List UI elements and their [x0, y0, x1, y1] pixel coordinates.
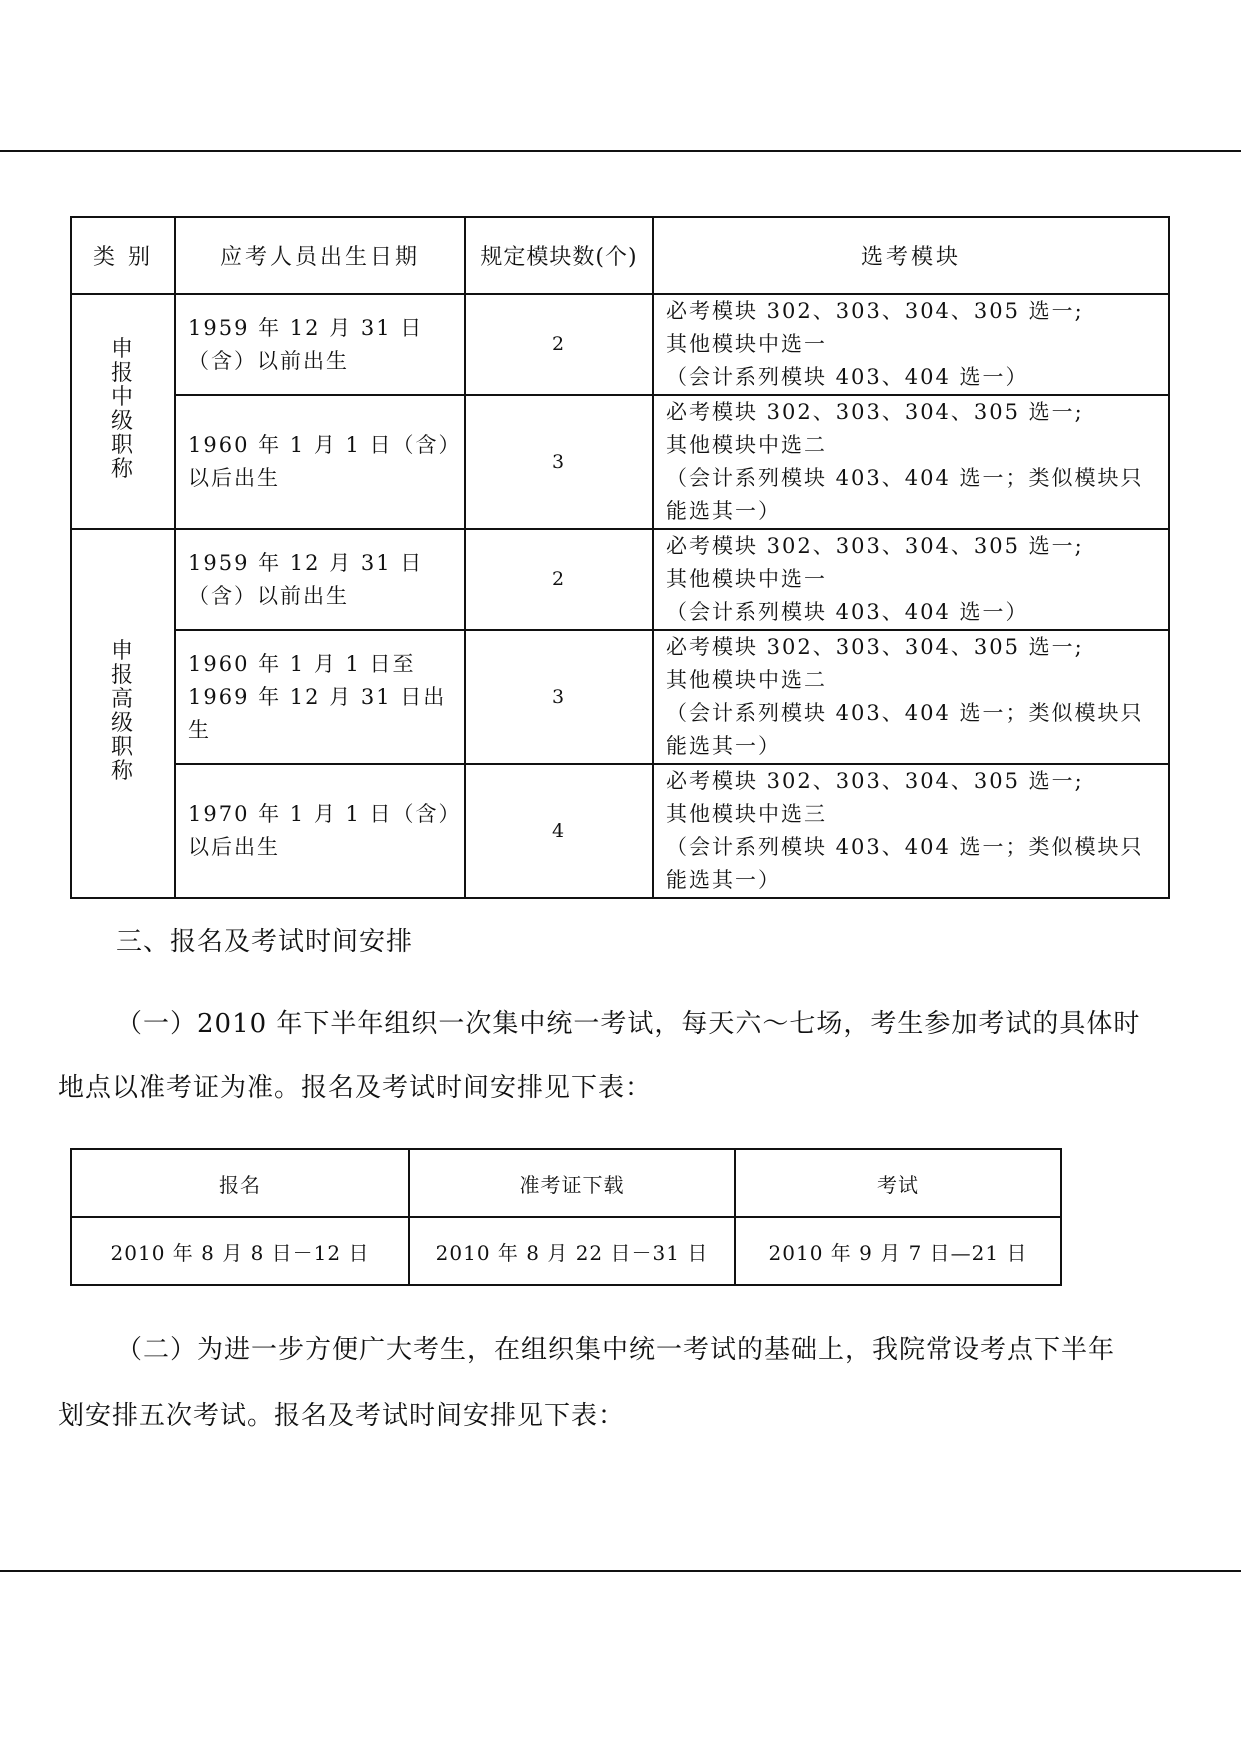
selected-modules-cell: [653, 764, 1169, 898]
paragraph-line: （一）2010 年下半年组织一次集中统一考试，每天六～七场，考生参加考试的具体时: [116, 1009, 1141, 1039]
exam-date: 2010 年 9 月 7 日—21 日: [735, 1217, 1061, 1285]
table-header-row: [71, 1149, 1061, 1217]
table-row: [71, 529, 1169, 630]
selection-line: （会计系列模块 403、404 选一；类似模块只能选其一）: [666, 701, 1144, 758]
category-cell: [71, 529, 175, 898]
selected-modules-cell: [653, 395, 1169, 529]
selection-line: （会计系列模块 403、404 选一）: [666, 600, 1029, 624]
module-count-cell: 3: [465, 395, 653, 529]
header-exam: 考试: [735, 1149, 1061, 1217]
selected-modules-cell: [653, 529, 1169, 630]
module-count-cell: 2: [465, 529, 653, 630]
table-row: [71, 630, 1169, 764]
footer-rule: [0, 1570, 1241, 1572]
header-admission-download: 准考证下载: [409, 1149, 735, 1217]
selection-line: 必考模块 302、303、304、305 选一;: [666, 534, 1084, 558]
table-row: [71, 294, 1169, 395]
selection-line: 其他模块中选二: [666, 668, 827, 692]
table-header-row: [71, 217, 1169, 294]
header-module-count: 规定模块数(个): [465, 217, 653, 294]
header-category: 类 别: [71, 217, 175, 294]
section-heading: 三、报名及考试时间安排: [116, 927, 414, 957]
selection-line: 其他模块中选二: [666, 433, 827, 457]
selected-modules-cell: [653, 630, 1169, 764]
paragraph-line: 划安排五次考试。报名及考试时间安排见下表：: [58, 1401, 626, 1431]
header-selected-modules: 选考模块: [653, 217, 1169, 294]
selection-line: 其他模块中选三: [666, 802, 827, 826]
module-count-cell: 3: [465, 630, 653, 764]
exam-schedule-table: [70, 1148, 1062, 1286]
admission-download-date: 2010 年 8 月 22 日－31 日: [409, 1217, 735, 1285]
table-row: [71, 395, 1169, 529]
selection-line: （会计系列模块 403、404 选一；类似模块只能选其一）: [666, 466, 1144, 523]
selection-line: 必考模块 302、303、304、305 选一;: [666, 299, 1084, 323]
selection-line: 其他模块中选一: [666, 567, 827, 591]
selected-modules-cell: [653, 294, 1169, 395]
selection-line: 必考模块 302、303、304、305 选一;: [666, 769, 1084, 793]
birth-date-cell: 1970 年 1 月 1 日（含）以后出生: [175, 764, 465, 898]
registration-date: 2010 年 8 月 8 日－12 日: [71, 1217, 409, 1285]
paragraph-line: （二）为进一步方便广大考生，在组织集中统一考试的基础上，我院常设考点下半年: [116, 1335, 1116, 1365]
paragraph-line: 地点以准考证为准。报名及考试时间安排见下表：: [58, 1073, 653, 1103]
category-cell: [71, 294, 175, 529]
module-count-cell: 4: [465, 764, 653, 898]
category-label: 申报高级职称: [111, 638, 136, 784]
selection-line: （会计系列模块 403、404 选一；类似模块只能选其一）: [666, 835, 1144, 892]
selection-line: （会计系列模块 403、404 选一）: [666, 365, 1029, 389]
selection-line: 必考模块 302、303、304、305 选一;: [666, 635, 1084, 659]
header-birth-date: 应考人员出生日期: [175, 217, 465, 294]
birth-date-cell: 1960 年 1 月 1 日至 1969 年 12 月 31 日出生: [175, 630, 465, 764]
table-row: [71, 1217, 1061, 1285]
birth-date-cell: 1960 年 1 月 1 日（含）以后出生: [175, 395, 465, 529]
module-count-cell: 2: [465, 294, 653, 395]
birth-date-cell: 1959 年 12 月 31 日（含）以前出生: [175, 294, 465, 395]
selection-line: 必考模块 302、303、304、305 选一;: [666, 400, 1084, 424]
category-label: 申报中级职称: [111, 336, 136, 482]
table-row: [71, 764, 1169, 898]
selection-line: 其他模块中选一: [666, 332, 827, 356]
header-registration: 报名: [71, 1149, 409, 1217]
header-rule: [0, 150, 1241, 152]
module-requirements-table: [70, 216, 1170, 899]
birth-date-cell: 1959 年 12 月 31 日（含）以前出生: [175, 529, 465, 630]
